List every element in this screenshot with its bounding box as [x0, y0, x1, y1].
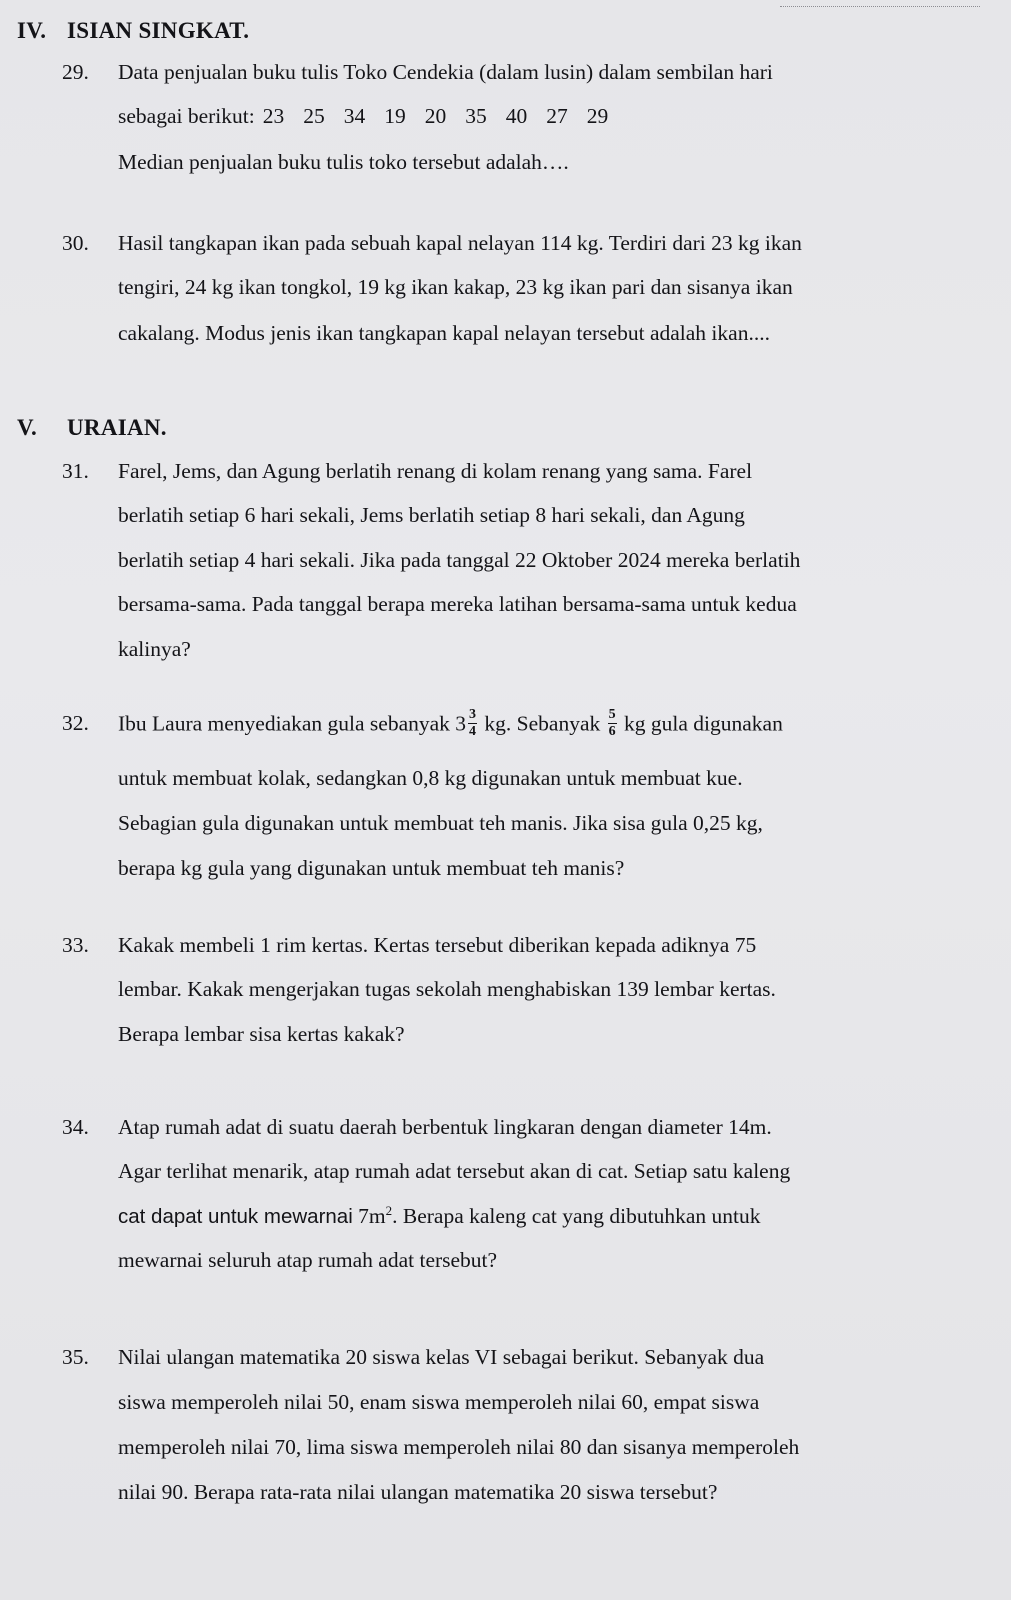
question-text-line: Atap rumah adat di suatu daerah berbentuk lingkaran dengan diameter 14m. — [118, 1115, 772, 1139]
question-text-line: Nilai ulangan matematika 20 siswa kelas VI sebagai berikut. Sebanyak dua — [118, 1345, 765, 1369]
data-value: 27 — [546, 104, 568, 128]
area-value: 7m — [358, 1204, 386, 1228]
question-text-line: siswa memperoleh nilai 50, enam siswa memperoleh nilai 60, empat siswa — [118, 1390, 760, 1414]
question-text-line — [118, 1202, 761, 1228]
question-text-line: kalinya? — [118, 637, 191, 661]
question-data-line — [118, 106, 627, 128]
page-top-edge — [780, 0, 980, 7]
text-segment: cat dapat untuk mewarnai — [118, 1205, 353, 1228]
data-value: 20 — [424, 104, 447, 128]
text-segment: . Berapa kaleng cat yang dibutuhkan untuk — [392, 1204, 761, 1228]
question-text-line: memperoleh nilai 70, lima siswa memperoleh nilai 80 dan sisanya memperoleh — [118, 1435, 800, 1459]
question-number: 30. — [62, 231, 89, 255]
question-text-line: Hasil tangkapan ikan pada sebuah kapal nelayan 114 kg. Terdiri dari 23 kg ikan — [118, 231, 802, 255]
data-value: 35 — [465, 104, 487, 128]
section-iv-numeral: IV. — [17, 18, 47, 43]
data-value: 29 — [586, 104, 609, 128]
question-text-line: Sebagian gula digunakan untuk membuat teh manis. Jika sisa gula 0,25 kg, — [118, 811, 763, 835]
data-value: 34 — [343, 104, 366, 128]
question-text-line: untuk membuat kolak, sedangkan 0,8 kg digunakan untuk membuat kue. — [118, 766, 743, 790]
question-text-line: mewarnai seluruh atap rumah adat tersebut? — [118, 1248, 498, 1272]
question-text-line: Berapa lembar sisa kertas kakak? — [118, 1022, 405, 1046]
text-segment: Ibu Laura menyediakan gula sebanyak — [118, 711, 450, 736]
question-text-line: Farel, Jems, dan Agung berlatih renang di kolam renang yang sama. Farel — [118, 459, 753, 483]
data-value: 23 — [262, 104, 285, 128]
fraction-numerator: 3 — [469, 707, 477, 722]
question-text-line: Data penjualan buku tulis Toko Cendekia (dalam lusin) dalam sembilan hari — [118, 60, 773, 84]
question-number: 35. — [62, 1345, 89, 1369]
section-v-numeral: V. — [17, 415, 37, 440]
unit-exponent: 2 — [385, 1202, 393, 1218]
section-v-title: URAIAN. — [67, 415, 167, 440]
mixed-number-whole: 3 — [455, 711, 467, 736]
question-text-line: nilai 90. Berapa rata-rata nilai ulangan matematika 20 siswa tersebut? — [118, 1480, 718, 1504]
text-segment: kg. Sebanyak — [484, 711, 601, 736]
text-segment: kg gula digunakan — [624, 711, 783, 736]
data-value: 19 — [384, 104, 406, 128]
question-text-line: Agar terlihat menarik, atap rumah adat tersebut akan di cat. Setiap satu kaleng — [118, 1159, 791, 1183]
fraction-numerator: 5 — [608, 707, 616, 722]
question-text-line — [118, 707, 783, 741]
question-text-line: tengiri, 24 kg ikan tongkol, 19 kg ikan kakap, 23 kg ikan pari dan sisanya ikan — [118, 275, 793, 299]
question-number: 32. — [62, 711, 89, 735]
question-text-line: Kakak membeli 1 rim kertas. Kertas tersebut diberikan kepada adiknya 75 — [118, 933, 757, 957]
question-text-line: Median penjualan buku tulis toko tersebut adalah…. — [118, 150, 569, 174]
question-number: 34. — [62, 1115, 89, 1139]
question-number: 31. — [62, 459, 89, 483]
data-value: 40 — [505, 104, 528, 128]
fraction — [608, 708, 617, 739]
question-text-line: bersama-sama. Pada tanggal berapa mereka latihan bersama-sama untuk kedua — [118, 592, 797, 616]
question-text-line: lembar. Kakak mengerjakan tugas sekolah menghabiskan 139 lembar kertas. — [118, 977, 776, 1001]
fraction-denominator: 6 — [608, 724, 616, 739]
section-v-heading — [17, 415, 167, 441]
section-iv-title: ISIAN SINGKAT. — [67, 18, 250, 43]
section-iv-heading — [17, 18, 249, 44]
question-text-line: cakalang. Modus jenis ikan tangkapan kapal nelayan tersebut adalah ikan.... — [118, 321, 770, 345]
question-number: 29. — [62, 60, 89, 84]
question-number: 33. — [62, 933, 89, 957]
data-value: 25 — [303, 104, 325, 128]
data-prefix: sebagai berikut: — [118, 104, 255, 128]
question-text-line: berlatih setiap 6 hari sekali, Jems berlatih setiap 8 hari sekali, dan Agung — [118, 503, 745, 527]
question-text-line: berapa kg gula yang digunakan untuk membuat teh manis? — [118, 856, 625, 880]
fraction-denominator: 4 — [469, 724, 477, 739]
question-text-line: berlatih setiap 4 hari sekali. Jika pada tanggal 22 Oktober 2024 mereka berlatih — [118, 548, 801, 572]
mixed-number-fraction — [468, 708, 477, 739]
